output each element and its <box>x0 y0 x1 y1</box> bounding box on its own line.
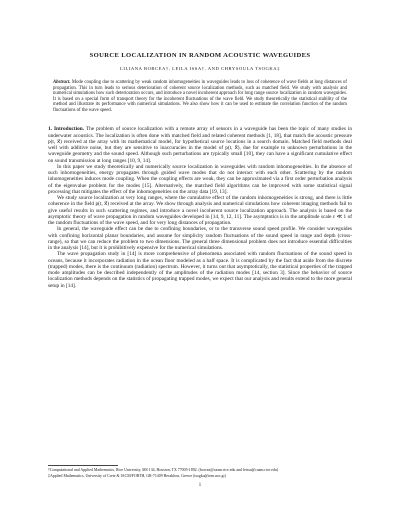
intro-paragraph-5: The wave propagation study in [14] is more comprehensive of phenomena associated with random fluctuations of the sound speed in oceans, because it incorporates radiation in the ocean floor modeled as a half space. It is complicated by the fact that aside from the discrete (trapped) modes, there is the continuum (radiation) spectrum. However, it turns out that asymptotically, the statistical properties of the trapped mode amplitudes can be described independently of the amplitudes of the radiation modes [14, section 3]. Since the behavior of source localization methods depends on the statistics of propagating trapped modes, we expect that our analysis and results extend to the more general setup in [14]. <box>48 251 352 289</box>
abstract-text: Mode coupling due to scattering by weak random inhomogeneities in waveguides leads to loss of coherence of wave fields at long distances of propagation. This in turn leads to serious deterioration of coherent source localization methods, such as matched field. We study with analysis and numerical simulations how such deterioration occurs, and introduce a novel incoherent approach for long range source localization in random waveguides. It is based on a special form of transport theory for the incoherent fluctuations of the wave field. We study theoretically the statistical stability of the method and illustrate its performance with numerical simulations. We also show how it can be used to estimate the correlation function of the random fluctuations of the wave speed. <box>53 80 348 113</box>
page-number: 1 <box>198 483 202 488</box>
paragraph-text: The problem of source localization with a remote array of sensors in a waveguide has been the topic of many studies in underwater acoustics. The localization is often done with matched field and related coherent methods [1, 18], that match the acoustic pressure p(t, x⃗) received at the array with its mathematical model, for hypothetical source locations in a search domain. Matched field methods deal well with additive noise, but they are sensitive to inaccuracies in the model of p(t, x⃗), due for example to unknown perturbations in the waveguide geometry and the sound speed. Although such perturbations are typically small [10], they can have a significant cumulative effect on sound transmission at long ranges [10, 9, 14]. <box>48 126 352 164</box>
intro-paragraph-3: We study source localization at very long ranges, where the cumulative effect of the random inhomogeneities is strong, and there is little coherence in the field p(t, x⃗) received at the array. We show through analysis and numerical simulations how coherent imaging methods fail to give useful results in such scattering regimes, and introduce a novel incoherent source localization approach. The analysis is based on the asymptotic theory of wave propagation in random waveguides developed in [14, 9, 12, 11]. The asymptotics is in the amplitude scale ε ≪ 1 of the random fluctuations of the wave speed, and for very long distances of propagation. <box>48 195 352 227</box>
abstract <box>53 80 347 113</box>
introduction-section <box>48 126 352 289</box>
intro-paragraph-2: In this paper we study theoretically and numerically source localization in waveguides with random inhomogeneities. In the absence of such inhomogeneities, energy propagates through guided wave modes that do not interact with each other. Scattering by the random inhomogeneities induces mode coupling. When the coupling effects are weak, they can be approximated via a first order perturbation analysis of the eigenvalue problem for the modes [15]. Alternatively, the matched field algorithms can be improved with some statistical signal processing that mitigates the effect of the inhomogeneities on the array data [19, 13]. <box>48 163 352 195</box>
intro-paragraph-1 <box>48 126 352 164</box>
footnote-1: †Computational and Applied Mathematics, Rice University, MS 134, Houston, TX 77005-1892. (borcea@caam.rice.edu and leissa@caam.rice.edu) <box>48 468 279 472</box>
intro-paragraph-4: In general, the waveguide effect can be due to confining boundaries, or to the transverse sound speed profile. We consider waveguides with confining horizontal planar boundaries, and assume for simplicity random fluctuations of the sound speed in range and depth (cross-range), so that we can reduce the problem to two dimensions. The general three dimensional problem does not introduce essential difficulties in the analysis [14], but it is prohibitively expensive for the numerical simulations. <box>48 226 352 252</box>
paper-title: SOURCE LOCALIZATION IN RANDOM ACOUSTIC WAVEGUIDES <box>89 52 311 59</box>
footnote-rule <box>48 465 118 466</box>
author-list: LILIANA BORCEA†, LEILA ISSA†, AND CHRYSOULA TSOGKA‡ <box>120 66 280 71</box>
abstract-label: Abstract. <box>53 80 71 85</box>
footnotes <box>48 465 352 479</box>
section-heading: 1. Introduction. <box>48 126 85 133</box>
footnote-2: ‡Applied Mathematics, University of Crete & IACM/FORTH, GR-71409 Heraklion, Greece (tsogka@tem.uoc.gr) <box>48 473 227 478</box>
